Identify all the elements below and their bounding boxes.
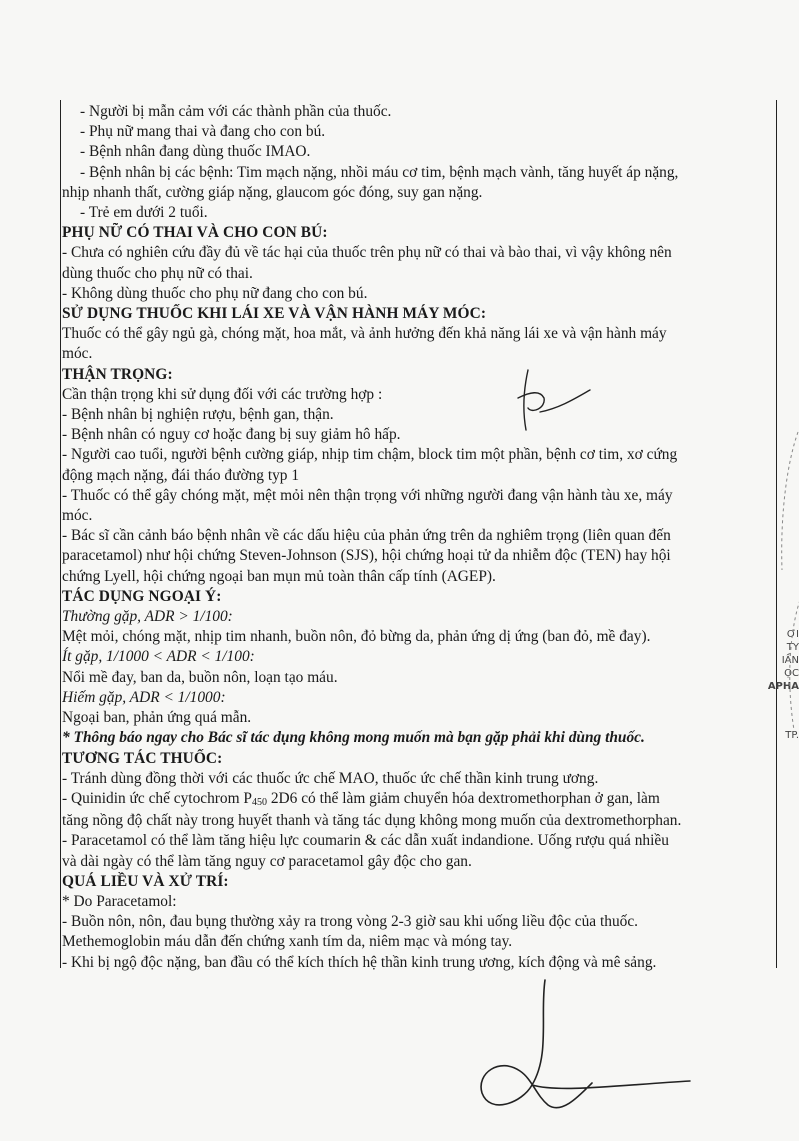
driving-line: móc. (62, 345, 93, 363)
stamp-text: APHA (767, 681, 799, 692)
interactions-heading: TƯƠNG TÁC THUỐC: (62, 749, 223, 767)
pregnancy-line: dùng thuốc cho phụ nữ có thai. (62, 264, 253, 282)
adverse-uncommon-text: Nổi mề đay, ban da, buồn nôn, loạn tạo máu. (62, 668, 338, 686)
stamp-text: ƠI (786, 629, 799, 640)
stamp-text: IẦN (781, 655, 799, 666)
stamp-text: TP. (785, 730, 799, 741)
adverse-rare-text: Ngoại ban, phản ứng quá mẫn. (62, 709, 252, 727)
interaction-line: và dài ngày có thể làm tăng nguy cơ paracetamol gây độc cho gan. (62, 852, 472, 870)
cytochrome-subscript: 450 (252, 796, 267, 808)
adverse-common-label: Thường gặp, ADR > 1/100: (62, 608, 233, 626)
precaution-line: - Bệnh nhân bị nghiện rượu, bệnh gan, thận. (62, 406, 334, 424)
overdose-line: - Buồn nôn, nôn, đau bụng thường xảy ra trong vòng 2-3 giờ sau khi uống liều độc của thuốc. (62, 913, 639, 931)
precaution-line: móc. (62, 507, 93, 525)
precaution-line: Cần thận trọng khi sử dụng đối với các trường hợp : (62, 385, 383, 403)
pregnancy-line: - Chưa có nghiên cứu đầy đủ về tác hại của thuốc trên phụ nữ có thai và bào thai, vì vậy không nên (62, 244, 672, 262)
contraindication-line: - Bệnh nhân bị các bệnh: Tim mạch nặng, nhồi máu cơ tim, bệnh mạch vành, tăng huyết áp nặng, (80, 163, 679, 181)
pregnancy-line: - Không dùng thuốc cho phụ nữ đang cho con bú. (62, 284, 368, 302)
adverse-common-text: Mệt mỏi, chóng mặt, nhịp tim nhanh, buồn nôn, đỏ bừng da, phản ứng dị ứng (ban đỏ, mề đay). (62, 628, 651, 646)
interaction-line: - Paracetamol có thể làm tăng hiệu lực coumarin & các dẫn xuất indandione. Uống rượu quá nhiều (62, 832, 669, 850)
interaction-line (62, 789, 775, 811)
stamp-arc (760, 430, 799, 790)
contraindication-line: nhịp nhanh thất, cường giáp nặng, glaucom góc đóng, suy gan nặng. (62, 183, 483, 201)
stamp-text: TY (786, 642, 799, 653)
pregnancy-heading: PHỤ NỮ CÓ THAI VÀ CHO CON BÚ: (62, 224, 328, 242)
driving-heading: SỬ DỤNG THUỐC KHI LÁI XE VÀ VẬN HÀNH MÁY MÓC: (62, 305, 487, 323)
contraindication-line: - Người bị mẫn cảm với các thành phần của thuốc. (80, 103, 392, 120)
precaution-line: chứng Lyell, hội chứng ngoại ban mụn mủ toàn thân cấp tính (AGEP). (62, 567, 496, 585)
precaution-line: - Người cao tuổi, người bệnh cường giáp, nhịp tim chậm, block tim một phần, bệnh cơ tim, xơ cứng (62, 446, 678, 464)
precaution-line: - Bệnh nhân có nguy cơ hoặc đang bị suy giảm hô hấp. (62, 426, 401, 444)
precautions-heading: THẬN TRỌNG: (62, 365, 173, 383)
contraindication-line: - Phụ nữ mang thai và đang cho con bú. (80, 123, 326, 141)
overdose-line: Methemoglobin máu dẫn đến chứng xanh tím da, niêm mạc và móng tay. (62, 933, 513, 951)
precaution-line: paracetamol) như hội chứng Steven-Johnson (SJS), hội chứng hoại tử da nhiễm độc (TEN) hay hội (62, 547, 671, 565)
adverse-uncommon-label: Ít gặp, 1/1000 < ADR < 1/100: (62, 648, 255, 666)
overdose-line: - Khi bị ngộ độc nặng, ban đầu có thể kích thích hệ thần kinh trung ương, kích động và mê sảng. (62, 953, 657, 971)
initial-signature (510, 368, 600, 448)
contraindication-line: - Bệnh nhân đang dùng thuốc IMAO. (80, 143, 311, 161)
adverse-rare-label: Hiếm gặp, ADR < 1/1000: (62, 688, 226, 706)
document-body (62, 102, 775, 973)
contraindication-line: - Trẻ em dưới 2 tuổi. (80, 204, 208, 222)
interaction-line: - Tránh dùng đồng thời với các thuốc ức chế MAO, thuốc ức chế thần kinh trung ương. (62, 769, 599, 787)
handwritten-signature (470, 975, 700, 1140)
driving-line: Thuốc có thể gây ngủ gà, chóng mặt, hoa mắt, và ảnh hưởng đến khả năng lái xe và vận hành máy (62, 325, 667, 343)
interaction-line-end: 2D6 có thể làm giảm chuyển hóa dextromethorphan ở gan, làm (267, 789, 660, 807)
stamp-text: ỌC (784, 668, 799, 679)
overdose-heading: QUÁ LIỀU VÀ XỬ TRÍ: (62, 872, 229, 890)
interaction-line: tăng nồng độ chất này trong huyết thanh và tăng tác dụng không mong muốn của dextromethorphan. (62, 812, 682, 830)
precaution-line: động mạch nặng, đái tháo đường typ 1 (62, 466, 300, 484)
precaution-line: - Thuốc có thể gây chóng mặt, mệt mỏi nên thận trọng với những người đang vận hành tàu xe, máy (62, 486, 673, 504)
precaution-line: - Bác sĩ cần cảnh báo bệnh nhân về các dấu hiệu của phản ứng trên da nghiêm trọng (liên quan đến (62, 527, 671, 545)
adverse-notice: * Thông báo ngay cho Bác sĩ tác dụng không mong muốn mà bạn gặp phải khi dùng thuốc. (62, 729, 645, 747)
interaction-line-start: - Quinidin ức chế cytochrom P (62, 789, 252, 807)
adverse-heading: TÁC DỤNG NGOẠI Ý: (62, 587, 222, 605)
overdose-line: * Do Paracetamol: (62, 892, 177, 910)
